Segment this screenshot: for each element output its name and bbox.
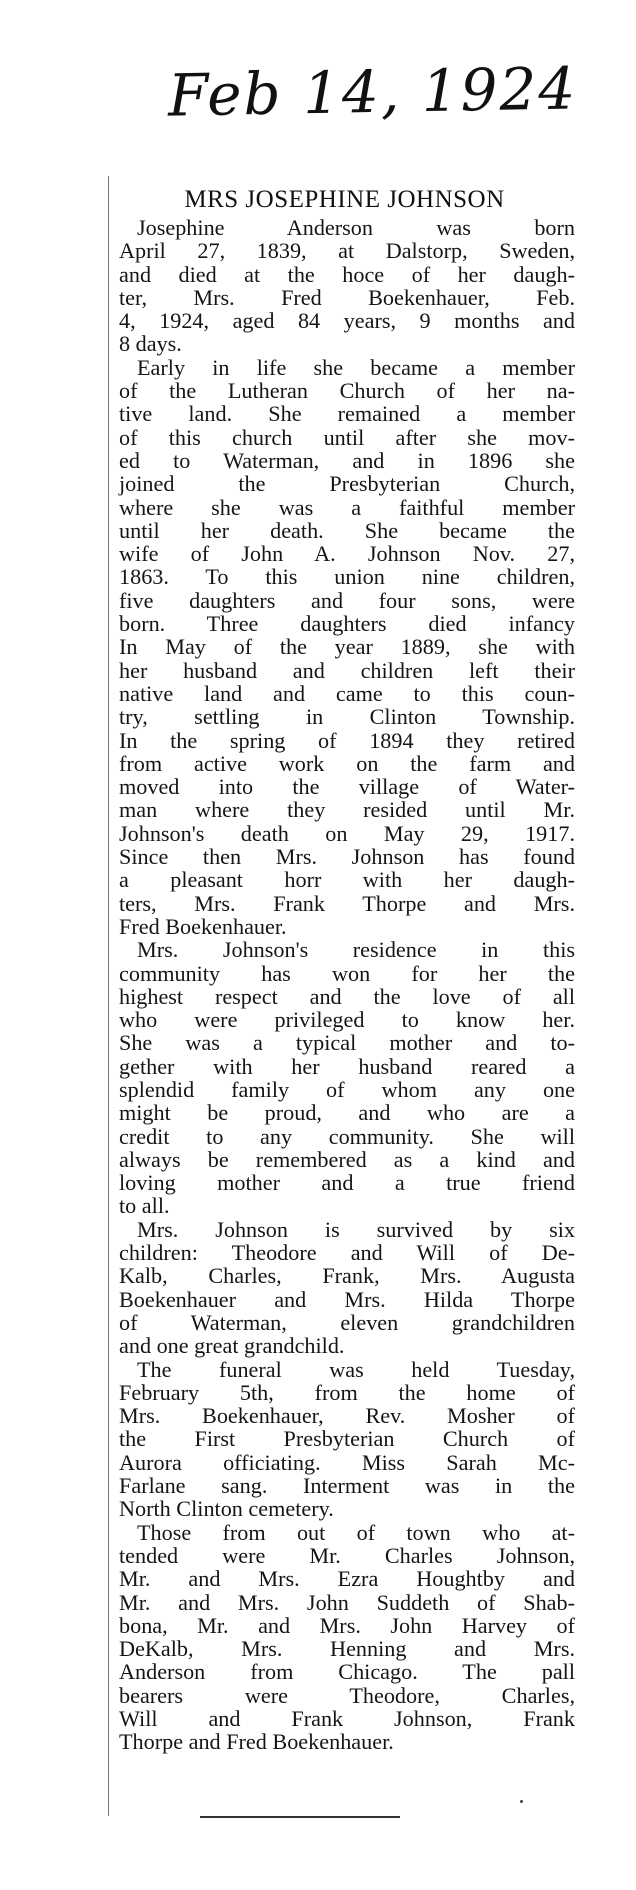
article-line: and one great grandchild. bbox=[119, 1333, 345, 1359]
article-line: Will and Frank Johnson, Frank bbox=[119, 1706, 575, 1731]
article-line: Mrs. Johnson is survived by six bbox=[137, 1216, 575, 1242]
article-line: gether with her husband reared a bbox=[119, 1053, 575, 1079]
article-line: tive land. She remained a member bbox=[119, 401, 575, 427]
article-line: Mr. and Mrs. Ezra Houghtby and bbox=[119, 1566, 575, 1592]
article-line: five daughters and four sons, were bbox=[119, 587, 575, 613]
article-line: highest respect and the love of all bbox=[119, 983, 575, 1009]
article-line: Farlane sang. Interment was in the bbox=[119, 1473, 575, 1499]
article-line: a pleasant horr with her daugh- bbox=[119, 867, 575, 893]
article-line: who were privileged to know her. bbox=[119, 1007, 575, 1033]
article-line: She was a typical mother and to- bbox=[119, 1030, 575, 1056]
article-line: splendid family of whom any one bbox=[119, 1076, 575, 1102]
article-line: tended were Mr. Charles Johnson, bbox=[119, 1542, 575, 1568]
article-line: always be remembered as a kind and bbox=[119, 1146, 575, 1172]
handwritten-date: Feb 14, 1924 bbox=[167, 54, 578, 130]
article-line: from active work on the farm and bbox=[119, 750, 575, 776]
article-line: February 5th, from the home of bbox=[119, 1379, 575, 1405]
article-line: Those from out of town who at- bbox=[137, 1519, 575, 1545]
article-line: ter, Mrs. Fred Boekenhauer, Feb. bbox=[119, 284, 575, 310]
article-line: bearers were Theodore, Charles, bbox=[119, 1682, 575, 1708]
article-line: of this church until after she mov- bbox=[119, 424, 575, 450]
article-line: Anderson from Chicago. The pall bbox=[119, 1659, 575, 1685]
article-line: ters, Mrs. Frank Thorpe and Mrs. bbox=[119, 890, 575, 916]
article-line: Mr. and Mrs. John Suddeth of Shab- bbox=[119, 1589, 575, 1615]
article-line: of Waterman, eleven grandchildren bbox=[119, 1309, 575, 1335]
article-line: Aurora officiating. Miss Sarah Mc- bbox=[119, 1449, 575, 1475]
article-line: DeKalb, Mrs. Henning and Mrs. bbox=[119, 1636, 575, 1662]
article-line: of the Lutheran Church of her na- bbox=[119, 378, 575, 404]
article-line: moved into the village of Water- bbox=[119, 774, 575, 800]
article-line: 4, 1924, aged 84 years, 9 months and bbox=[119, 308, 575, 334]
article-line: Early in life she became a member bbox=[137, 354, 575, 380]
article-line: North Clinton cemetery. bbox=[119, 1496, 334, 1522]
article-line: joined the Presbyterian Church, bbox=[119, 471, 575, 497]
newspaper-clipping bbox=[108, 176, 580, 1816]
article-body bbox=[119, 216, 575, 1754]
article-line: might be proud, and who are a bbox=[119, 1100, 575, 1126]
article-line: Boekenhauer and Mrs. Hilda Thorpe bbox=[119, 1286, 575, 1312]
article-line: The funeral was held Tuesday, bbox=[137, 1356, 575, 1382]
article-line: credit to any community. She will bbox=[119, 1123, 575, 1149]
article-line: loving mother and a true friend bbox=[119, 1170, 575, 1196]
article-line: bona, Mr. and Mrs. John Harvey of bbox=[119, 1612, 575, 1638]
article-line: her husband and children left their bbox=[119, 657, 575, 683]
article-line: Mrs. Boekenhauer, Rev. Mosher of bbox=[119, 1403, 575, 1429]
article-line: In May of the year 1889, she with bbox=[119, 634, 575, 660]
article-line: and died at the hoce of her daugh- bbox=[119, 261, 575, 287]
article-line: native land and came to this coun- bbox=[119, 680, 575, 706]
article-line: Since then Mrs. Johnson has found bbox=[119, 844, 575, 870]
article-line: Thorpe and Fred Boekenhauer. bbox=[119, 1729, 394, 1755]
article-line: wife of John A. Johnson Nov. 27, bbox=[119, 541, 575, 567]
print-speck bbox=[520, 1800, 523, 1803]
article-line: Mrs. Johnson's residence in this bbox=[137, 937, 575, 963]
article-line: Josephine Anderson was born bbox=[137, 215, 575, 240]
article-line: try, settling in Clinton Township. bbox=[119, 704, 575, 730]
article-line: Johnson's death on May 29, 1917. bbox=[119, 820, 575, 846]
article-line: children: Theodore and Will of De- bbox=[119, 1240, 575, 1266]
article-line: 1863. To this union nine children, bbox=[119, 564, 575, 590]
article-line: man where they resided until Mr. bbox=[119, 797, 575, 823]
article-line: 8 days. bbox=[119, 331, 182, 357]
bottom-rule bbox=[200, 1816, 400, 1818]
article-line: In the spring of 1894 they retired bbox=[119, 727, 575, 753]
article-line: Fred Boekenhauer. bbox=[119, 913, 287, 939]
article-line: the First Presbyterian Church of bbox=[119, 1426, 575, 1452]
article-line: until her death. She became the bbox=[119, 517, 575, 543]
article-line: where she was a faithful member bbox=[119, 494, 575, 520]
article-line: Kalb, Charles, Frank, Mrs. Augusta bbox=[119, 1263, 575, 1289]
article-line: April 27, 1839, at Dalstorp, Sweden, bbox=[119, 238, 575, 264]
article-line: born. Three daughters died infancy bbox=[119, 611, 575, 637]
article-line: ed to Waterman, and in 1896 she bbox=[119, 447, 575, 473]
article-headline: MRS JOSEPHINE JOHNSON bbox=[184, 186, 505, 213]
article-line: to all. bbox=[119, 1193, 170, 1219]
article-line: community has won for her the bbox=[119, 960, 575, 986]
